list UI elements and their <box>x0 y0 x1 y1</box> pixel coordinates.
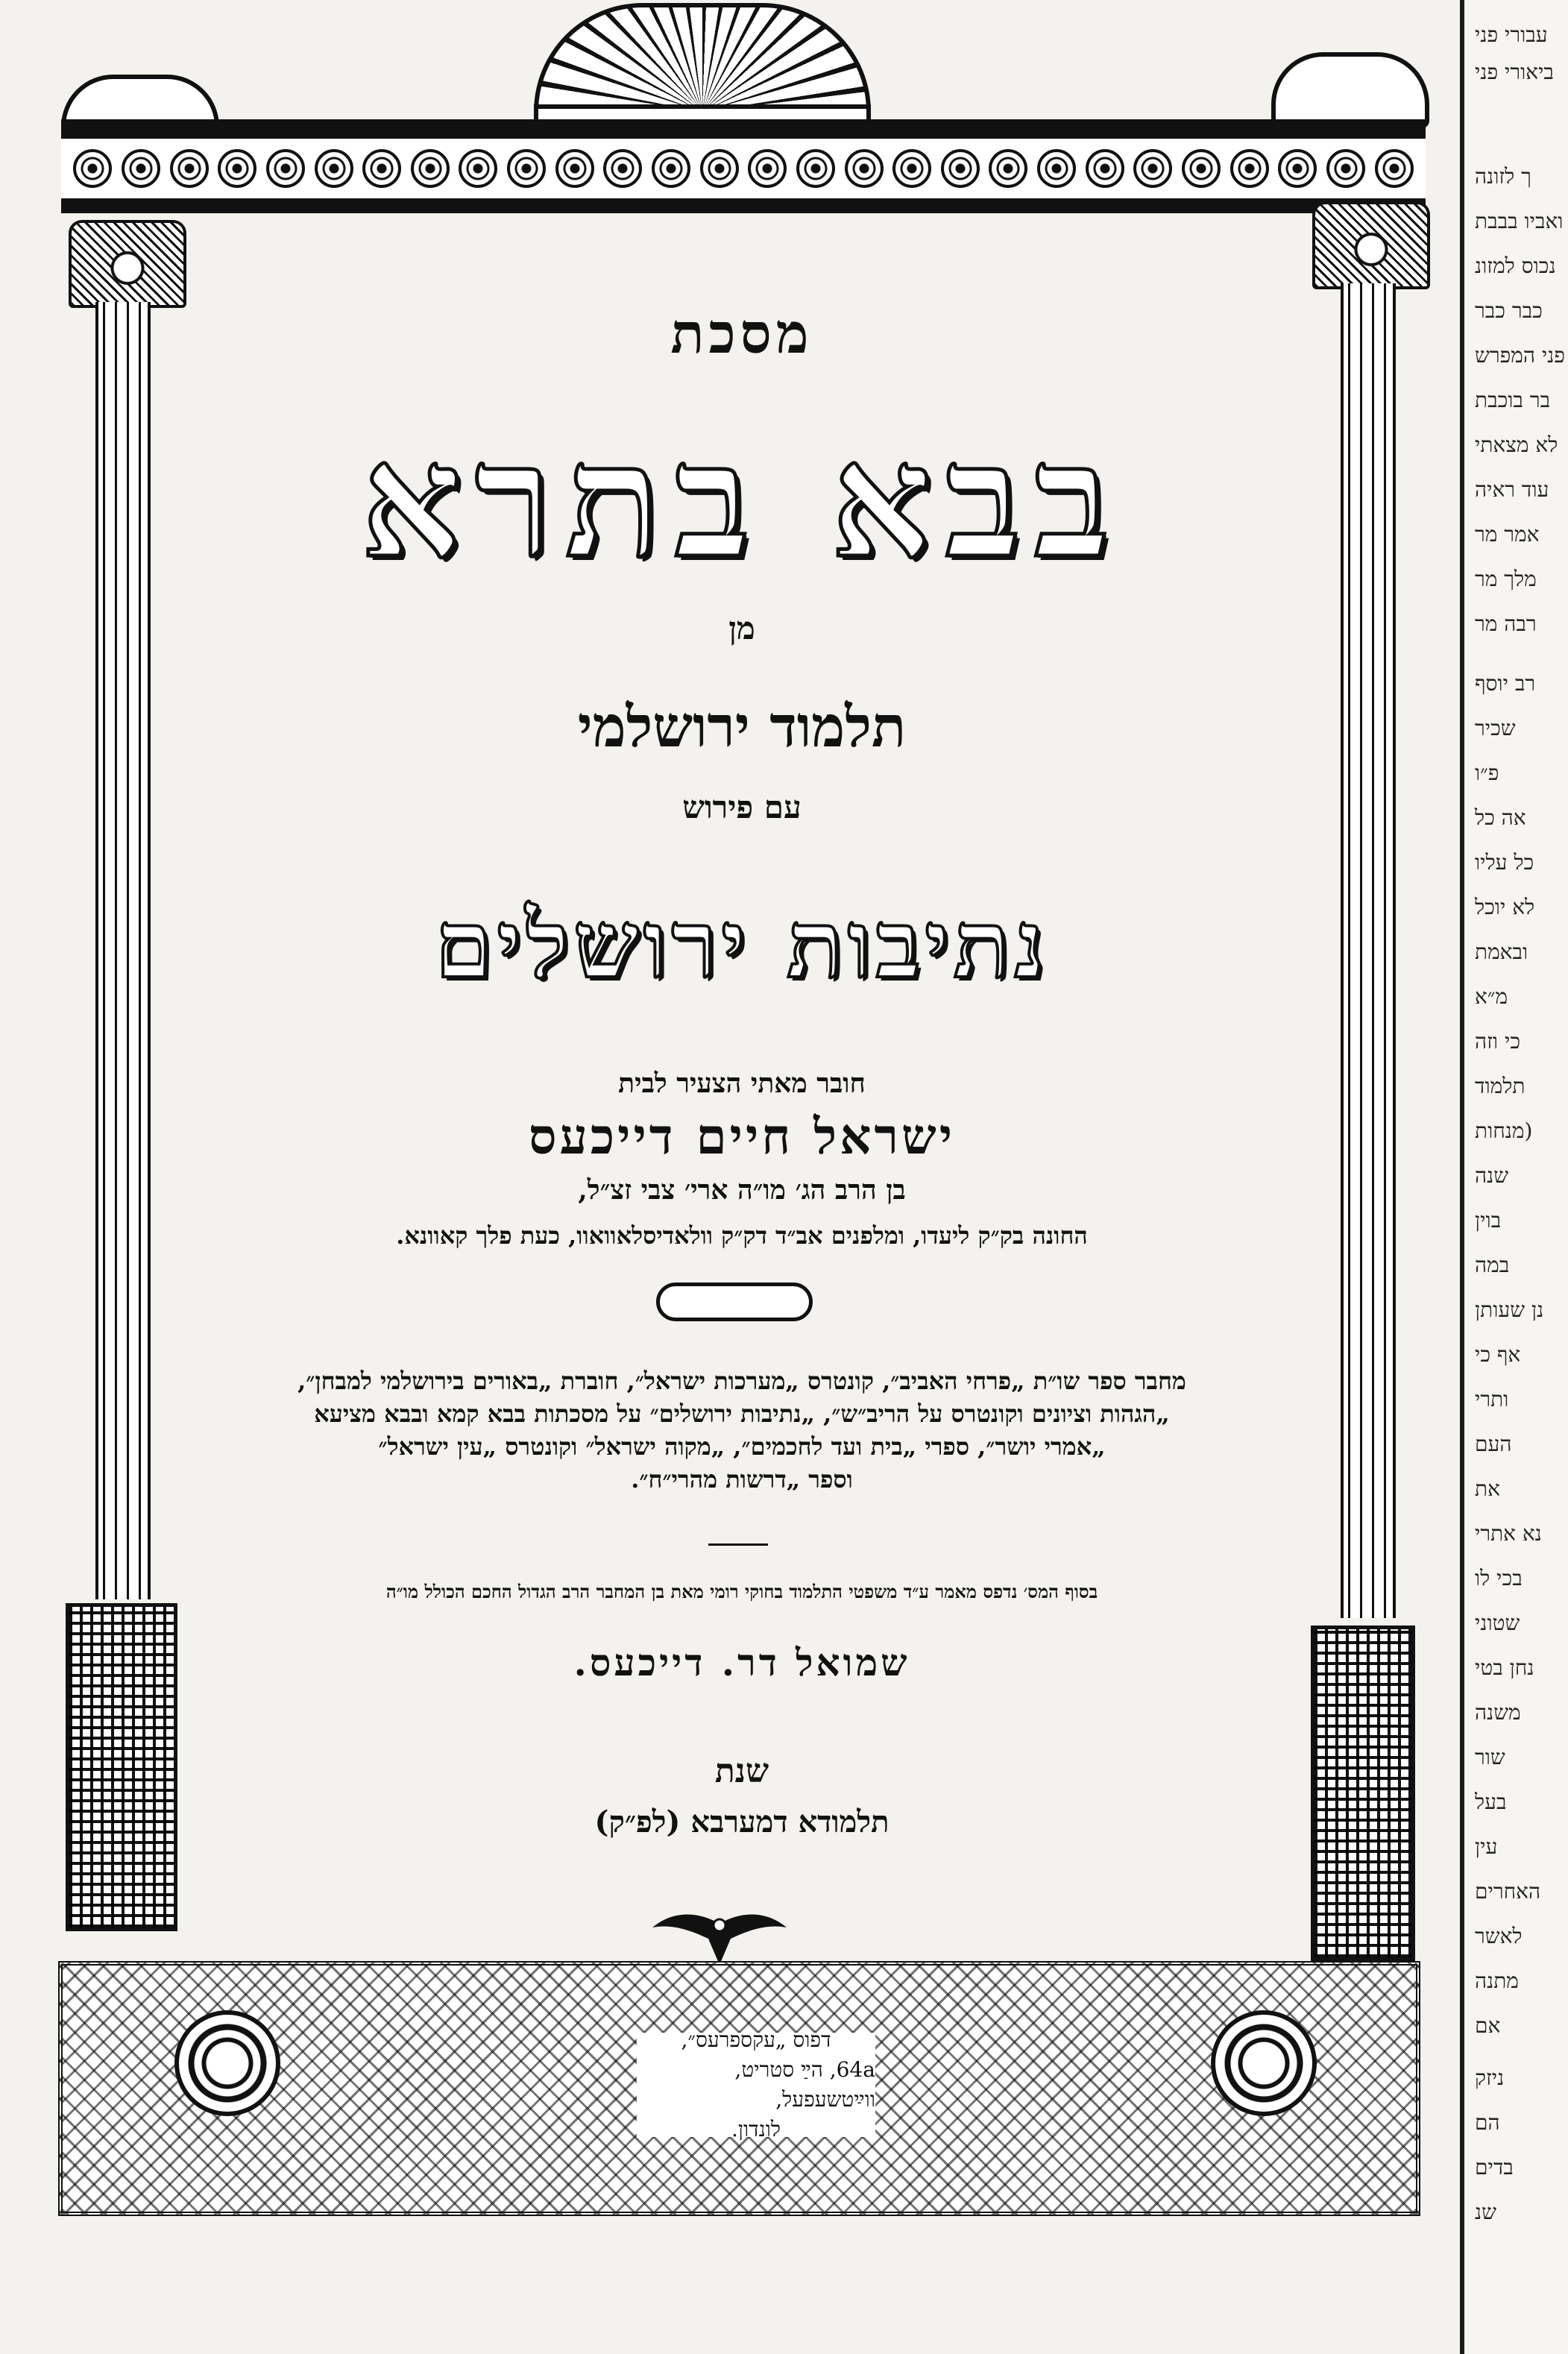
adjacent-text-line: האחרים <box>1475 1879 1541 1904</box>
rosette <box>1086 149 1124 188</box>
adjacent-text-line: לא מצאתי <box>1475 432 1558 457</box>
adjacent-text-line: ניזק <box>1475 2065 1505 2090</box>
eagle-icon <box>649 1909 790 1969</box>
adjacent-page <box>1460 0 1568 2354</box>
talmud-name: תלמוד ירושלמי <box>577 693 907 760</box>
rosette <box>1182 149 1221 188</box>
from-label: מן <box>728 610 755 646</box>
commentary-title: נתיבות ירושלים <box>435 891 1049 999</box>
adjacent-text-line: רבה מר <box>1475 611 1537 636</box>
rosette <box>266 149 305 188</box>
rosette <box>1278 149 1317 188</box>
lion-medallion-icon <box>1211 2010 1317 2116</box>
appendix-note: בסוף המס׳ נדפס מאמר ע״ד משפטי התלמוד בחוקי רומי מאת בן המחבר הרב הגדול החכם הכולל מו״ה <box>385 1581 1098 1602</box>
left-column-capital <box>69 220 186 308</box>
scroll-ribbon-ornament <box>656 1283 813 1321</box>
appendix-author: שמואל דר. דייכעס. <box>573 1640 910 1684</box>
tractate-title: בבא בתרא <box>361 409 1123 593</box>
printer-imprint <box>637 2027 875 2141</box>
cornice-bottom <box>61 203 1426 213</box>
works-line: „הגהות וציונים וקונטרס על הריב״ש״, „נתיבות ירושלים״ על מסכתות בבא קמא ובבא מציעא <box>314 1400 1170 1428</box>
adjacent-text-line: שנה <box>1475 1163 1509 1188</box>
adjacent-text-line: את <box>1475 1476 1500 1501</box>
rosette <box>122 149 160 188</box>
divider-rule <box>708 1543 768 1546</box>
works-list <box>209 1365 1275 1496</box>
adjacent-text-line: פ״ו <box>1475 761 1499 785</box>
adjacent-text-line: הם <box>1475 2110 1500 2135</box>
rosette <box>1230 149 1269 188</box>
adjacent-text-line: פני המפרש <box>1475 343 1565 368</box>
adjacent-text-line: אם <box>1475 2013 1501 2038</box>
rosette <box>845 149 884 188</box>
adjacent-text-line: העם <box>1475 1432 1512 1456</box>
author-father: בן הרב הג׳ מו״ה ארי׳ צבי זצ״ל, <box>578 1174 906 1206</box>
adjacent-text-line: עוד ראיה <box>1475 477 1549 502</box>
works-line: „אמרי יושר״, ספרי „בית ועד לחכמים״, „מקוה ישראל״ וקונטרס „עין ישראל״ <box>378 1432 1106 1461</box>
cornice-top <box>61 119 1426 134</box>
rosette <box>941 149 980 188</box>
rosette <box>73 149 112 188</box>
author-served: החונה בק״ק ליעדו, ומלפנים אב״ד דק״ק וולאדיסלאוואוו, כעת פלך קאוונא. <box>396 1221 1088 1250</box>
bottom-ornamental-panel <box>58 1961 1420 2216</box>
adjacent-text-line: לא יוכל <box>1475 895 1535 919</box>
adjacent-text-line: נא אתרי <box>1475 1521 1542 1546</box>
right-column-base <box>1311 1626 1415 1961</box>
rosette <box>1326 149 1365 188</box>
adjacent-text-line: רב יוסף <box>1475 671 1536 696</box>
adjacent-text-line: ותרי <box>1475 1387 1509 1412</box>
adjacent-text-line: בדים <box>1475 2155 1514 2180</box>
author-intro: חובר מאתי הצעיר לבית <box>618 1068 866 1099</box>
rosette <box>507 149 546 188</box>
rosette <box>315 149 353 188</box>
adjacent-text-line: שור <box>1475 1745 1505 1769</box>
adjacent-text-line: אף כי <box>1475 1342 1521 1367</box>
rosette <box>796 149 835 188</box>
adjacent-text-line: משנה <box>1475 1700 1521 1725</box>
rosette <box>1375 149 1414 188</box>
rosette <box>700 149 739 188</box>
lion-medallion-icon <box>174 2010 280 2116</box>
adjacent-text-line: בר בוכבת <box>1475 388 1551 412</box>
adjacent-text-line: נחן בטי <box>1475 1655 1534 1680</box>
works-line: מחבר ספר שו״ת „פרחי האביב״, קונטרס „מערכות ישראל״, חוברת „באורים בירושלמי למבחן״, <box>297 1367 1186 1395</box>
rosette <box>218 149 256 188</box>
adjacent-text-line: ובאמת <box>1475 940 1528 964</box>
left-column-shaft <box>95 302 151 1599</box>
adjacent-text-line: נן שעותן <box>1475 1297 1544 1322</box>
rosette <box>892 149 931 188</box>
adjacent-text-line: כבר כבר <box>1475 298 1543 323</box>
adjacent-text-line: אמר מר <box>1475 522 1540 547</box>
adjacent-text-line: כי וזה <box>1475 1029 1521 1054</box>
adjacent-text-line: שכיר <box>1475 716 1516 740</box>
adjacent-text-line: שנ <box>1475 2200 1496 2224</box>
rosette <box>411 149 450 188</box>
rosette <box>362 149 401 188</box>
works-line: וספר „דרשות מהרי״ח״. <box>631 1465 853 1494</box>
adjacent-text-line: בוין <box>1475 1208 1502 1233</box>
adjacent-text-line: ביאורי פני <box>1475 60 1554 84</box>
adjacent-text-line: שטוני <box>1475 1611 1520 1635</box>
adjacent-text-line: עין <box>1475 1834 1498 1859</box>
printer-line: דפוס „עקספרעס״, <box>681 2027 831 2052</box>
author-name: ישראל חיים דייכעס <box>528 1107 956 1165</box>
adjacent-text-line: עבורי פני <box>1475 22 1548 47</box>
adjacent-text-line: בכי לו <box>1475 1566 1523 1590</box>
printer-line: לונדון. <box>731 2117 781 2141</box>
left-column-base <box>66 1603 177 1931</box>
rosette <box>1037 149 1076 188</box>
adjacent-text-line: (מנחות <box>1475 1118 1533 1143</box>
adjacent-text-line: ך לזונה <box>1475 164 1531 189</box>
adjacent-text-line: כל עליו <box>1475 850 1534 875</box>
with-commentary-label: עם פירוש <box>682 789 802 825</box>
rosette <box>459 149 497 188</box>
fan-ornament <box>534 3 871 112</box>
rosette <box>603 149 642 188</box>
right-scroll-ornament <box>1271 52 1429 128</box>
adjacent-text-line: תלמוד <box>1475 1074 1526 1098</box>
heading-massekhet: מסכת <box>670 302 813 366</box>
adjacent-text-line: לאשר <box>1475 1924 1523 1948</box>
rosette-frieze <box>61 134 1426 203</box>
year-text: תלמודא דמערבא (לפ״ק) <box>594 1804 890 1840</box>
adjacent-text-line: ואביו בבבת <box>1475 209 1564 233</box>
rosette <box>748 149 787 188</box>
rosette <box>652 149 690 188</box>
right-column-shaft <box>1341 283 1396 1618</box>
rosette <box>555 149 594 188</box>
printer-line: 64a, הײַ סטריט, ווײַטשעפעל, <box>734 2057 875 2112</box>
adjacent-text-line: בעל <box>1475 1790 1507 1814</box>
year-label: שנת <box>714 1752 769 1790</box>
adjacent-text-line: מתנה <box>1475 1969 1519 1993</box>
adjacent-text-line: במה <box>1475 1253 1510 1277</box>
adjacent-text-line: אה כל <box>1475 805 1526 830</box>
right-column-capital <box>1312 201 1430 289</box>
rosette <box>989 149 1027 188</box>
adjacent-text-line: מלך מר <box>1475 567 1537 591</box>
adjacent-text-line: מ״א <box>1475 984 1508 1009</box>
adjacent-text-line: נכוס למזונ <box>1475 254 1556 278</box>
rosette <box>1133 149 1172 188</box>
rosette <box>170 149 209 188</box>
